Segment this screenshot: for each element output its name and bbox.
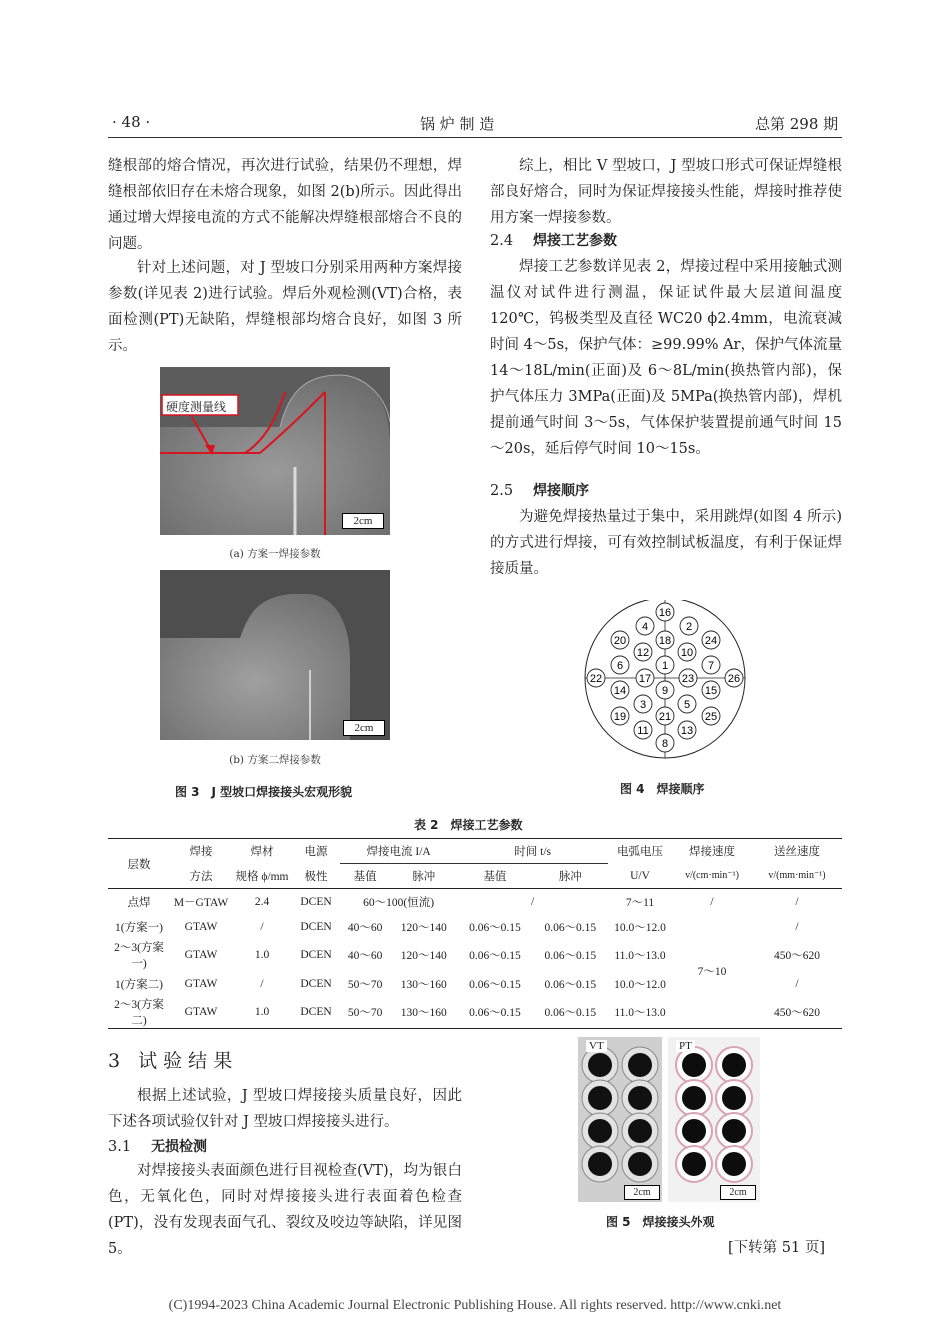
pt-scale-bar: 2cm bbox=[720, 1185, 756, 1200]
page-number: · 48 · bbox=[112, 113, 151, 131]
section-3-1-number: 3.1 bbox=[108, 1139, 132, 1155]
cell-speed: / bbox=[710, 895, 714, 908]
weld-sequence-mark bbox=[678, 695, 696, 713]
header-time-pulse: 脉冲 bbox=[558, 871, 582, 883]
cell-layer: 2～3(方案一) bbox=[114, 942, 164, 970]
header-method-2: 方法 bbox=[189, 870, 213, 883]
weld-sequence-mark bbox=[679, 669, 697, 687]
weld-sequence-number: 5 bbox=[683, 699, 691, 711]
weld-sequence-number: 19 bbox=[613, 711, 627, 723]
section-3-1-title: 无损检测 bbox=[151, 1139, 208, 1155]
cell-feed: 450～620 bbox=[774, 1007, 820, 1019]
section-2-5-number: 2.5 bbox=[490, 483, 514, 499]
macro-photo-b-drawing bbox=[160, 570, 390, 740]
right-paragraph-2: 焊接工艺参数详见表 2，焊接过程中采用接触式测温仪对试件进行测温，保证试件最大层道间温度 120℃，钨极类型及直径 WC20 ϕ2.4mm，电流衰减时间 4～5s，保护气体：≥99.99% Ar，保护气体流量 14～18L/min(正面)及 6～8L/min(换热管内部)，保护气体压力 3MPa(正面)及 5MPa(换热管内部)，焊机提前通气时间 3～5s，气体保护装置提前通气时间 15～20s，延后停气时间 10～15s。 bbox=[490, 259, 842, 457]
weld-sequence-mark bbox=[656, 681, 674, 699]
scale-bar-b: 2cm bbox=[343, 720, 385, 736]
cell-method: GTAW bbox=[184, 949, 218, 961]
cell-layer: 点焊 bbox=[127, 896, 151, 909]
weld-sequence-mark bbox=[656, 603, 674, 621]
cell-method: GTAW bbox=[184, 1006, 218, 1018]
weld-sequence-number: 17 bbox=[638, 673, 652, 685]
weld-sequence-mark bbox=[634, 695, 652, 713]
cell-method: GTAW bbox=[184, 977, 218, 990]
section-2-4-heading bbox=[490, 230, 617, 252]
header-polarity-2: 极性 bbox=[304, 870, 328, 883]
tube-bore bbox=[628, 1152, 652, 1176]
weld-sequence-mark bbox=[702, 631, 720, 649]
tube-bore bbox=[588, 1086, 612, 1110]
tube-bore bbox=[722, 1119, 746, 1143]
weld-sequence-mark bbox=[656, 656, 674, 674]
weld-sequence-number: 18 bbox=[658, 635, 672, 647]
sec3-paragraph-2: 对焊接接头表面颜色进行目视检查(VT)，均为银白色，无氧化色，同时对焊接接头进行表面着色检查(PT)，没有发现表面气孔、裂纹及咬边等缺陷，详见图 5。 bbox=[108, 1163, 462, 1257]
header-filler-1: 焊材 bbox=[250, 846, 274, 859]
weld-sequence-number: 9 bbox=[661, 685, 669, 697]
cell-time-base: 0.06～0.15 bbox=[469, 1007, 521, 1019]
weld-sequence-number: 21 bbox=[658, 711, 672, 723]
header-time: 时间 t/s bbox=[457, 839, 608, 864]
tube-bore bbox=[588, 1119, 612, 1143]
header-voltage-2: U/V bbox=[630, 869, 650, 882]
weld-sequence-number: 7 bbox=[707, 660, 715, 672]
cell-method: M－GTAW bbox=[173, 896, 229, 909]
cell-feed: / bbox=[795, 895, 799, 908]
weld-sequence-mark bbox=[611, 656, 629, 674]
weld-sequence-mark bbox=[702, 656, 720, 674]
fig3a-caption: (a) 方案一焊接参数 bbox=[229, 548, 321, 560]
section-3-heading bbox=[108, 1046, 232, 1073]
weld-sequence-mark bbox=[587, 669, 605, 687]
continued-note: [下转第 51 页] bbox=[728, 1240, 825, 1256]
section-2-4-number: 2.4 bbox=[490, 233, 514, 249]
cell-voltage: 11.0～13.0 bbox=[614, 950, 666, 962]
cell-current-base: 50～70 bbox=[347, 1007, 383, 1019]
tube-bore bbox=[628, 1119, 652, 1143]
fig5-caption: 图 5 焊接接头外观 bbox=[606, 1215, 715, 1229]
weld-sequence-mark bbox=[636, 617, 654, 635]
weld-sequence-number: 13 bbox=[680, 725, 694, 737]
copyright-footer: (C)1994-2023 China Academic Journal Electronic Publishing House. All rights reserved. http://www.cnki.net bbox=[168, 1298, 782, 1313]
cell-polarity: DCEN bbox=[300, 920, 332, 933]
cell-feed: / bbox=[795, 920, 799, 933]
left-paragraph-2: 针对上述问题，对 J 型坡口分别采用两种方案焊接参数(详见表 2)进行试验。焊后外观检测(VT)合格，表面检测(PT)无缺陷，焊缝根部均熔合良好，如图 3 所示。 bbox=[108, 260, 462, 354]
cell-feed: / bbox=[795, 977, 799, 990]
cell-time-pulse: 0.06～0.15 bbox=[544, 1007, 597, 1019]
weld-sequence-mark bbox=[678, 643, 696, 661]
weld-sequence-mark bbox=[656, 734, 674, 752]
weld-sequence-mark bbox=[656, 707, 674, 725]
cell-time-pulse: 0.06～0.15 bbox=[544, 921, 597, 934]
weld-sequence-mark bbox=[702, 707, 720, 725]
cell-current-base: 50～70 bbox=[347, 978, 383, 991]
tube-bore bbox=[722, 1086, 746, 1110]
pt-photo bbox=[668, 1037, 760, 1202]
tube-bore bbox=[588, 1152, 612, 1176]
weld-sequence-number: 24 bbox=[704, 635, 718, 647]
cell-polarity: DCEN bbox=[300, 949, 332, 961]
fig3b-caption: (b) 方案二焊接参数 bbox=[229, 754, 321, 766]
tube-bore bbox=[588, 1053, 612, 1077]
weld-sequence-number: 15 bbox=[704, 685, 718, 697]
cell-current-pulse: 130～160 bbox=[400, 1007, 447, 1019]
weld-sequence-number: 8 bbox=[661, 738, 669, 750]
journal-name: 锅 炉 制 造 bbox=[420, 115, 495, 133]
weld-sequence-mark bbox=[680, 617, 698, 635]
weld-sequence-mark bbox=[678, 721, 696, 739]
weld-sequence-mark bbox=[725, 669, 743, 687]
cell-filler: / bbox=[260, 920, 264, 933]
weld-sequence-diagram bbox=[580, 600, 750, 770]
cell-current-pulse: 120～140 bbox=[400, 921, 447, 934]
weld-sequence-mark bbox=[611, 707, 629, 725]
weld-sequence-number: 2 bbox=[685, 621, 693, 633]
cell-current: 60～100(恒流) bbox=[363, 896, 435, 909]
left-paragraph-1: 缝根部的熔合情况，再次进行试验，结果仍不理想，焊缝根部依旧存在未熔合现象，如图 2(b)所示。因此得出通过增大焊接电流的方式不能解决焊缝根部熔合不良的问题。 bbox=[108, 158, 462, 252]
weld-sequence-number: 1 bbox=[661, 660, 669, 672]
header-feed-2: v/(mm·min⁻¹) bbox=[768, 870, 826, 882]
weld-sequence-number: 14 bbox=[613, 685, 627, 697]
header-method-1: 焊接 bbox=[189, 846, 213, 859]
weld-sequence-number: 4 bbox=[641, 621, 649, 633]
header-current-base: 基值 bbox=[353, 871, 377, 883]
weld-sequence-mark bbox=[611, 631, 629, 649]
macro-photo-b bbox=[160, 570, 390, 740]
vt-scale-bar: 2cm bbox=[624, 1185, 660, 1200]
cell-current-base: 40～60 bbox=[347, 950, 383, 962]
section-2-5-heading bbox=[490, 480, 589, 502]
scale-bar-a: 2cm bbox=[342, 513, 384, 529]
weld-sequence-mark bbox=[702, 681, 720, 699]
section-3-number: 3 bbox=[108, 1050, 121, 1072]
header-current: 焊接电流 I/A bbox=[340, 839, 457, 864]
table-row bbox=[108, 914, 842, 939]
header-speed-1: 焊接速度 bbox=[689, 846, 735, 859]
cell-layer: 2～3(方案二) bbox=[114, 999, 164, 1027]
vt-photo bbox=[578, 1037, 662, 1202]
header-time-base: 基值 bbox=[483, 871, 507, 883]
tube-bore bbox=[628, 1053, 652, 1077]
fig4-caption: 图 4 焊接顺序 bbox=[620, 782, 705, 796]
cell-filler: 1.0 bbox=[254, 949, 270, 961]
pt-photo-drawing bbox=[668, 1037, 760, 1202]
weld-sequence-number: 11 bbox=[637, 725, 649, 737]
weld-sequence-number: 10 bbox=[680, 647, 694, 659]
macro-photo-a bbox=[160, 367, 390, 535]
cell-speed-merged: 7～10 bbox=[697, 966, 727, 978]
tube-bore bbox=[628, 1086, 652, 1110]
header-current-pulse: 脉冲 bbox=[412, 871, 436, 883]
section-3-title: 试 验 结 果 bbox=[138, 1050, 233, 1072]
tube-bore bbox=[682, 1086, 706, 1110]
cell-voltage: 10.0～12.0 bbox=[614, 978, 666, 991]
cell-method: GTAW bbox=[184, 920, 218, 933]
cell-polarity: DCEN bbox=[300, 895, 332, 908]
right-paragraph-3: 为避免焊接热量过于集中，采用跳焊(如图 4 所示)的方式进行焊接，可有效控制试板温度，有利于保证焊接质量。 bbox=[490, 509, 842, 577]
weld-sequence-mark bbox=[636, 669, 654, 687]
cell-feed: 450～620 bbox=[774, 950, 820, 962]
weld-sequence-mark bbox=[656, 631, 674, 649]
weld-sequence-number: 23 bbox=[681, 673, 695, 685]
weld-sequence-number: 25 bbox=[704, 711, 718, 723]
header-filler-2: 规格 ϕ/mm bbox=[235, 870, 289, 883]
section-3-1-heading bbox=[108, 1136, 207, 1158]
header-layer: 层数 bbox=[127, 858, 151, 871]
cell-polarity: DCEN bbox=[300, 1006, 332, 1018]
cell-time-base: 0.06～0.15 bbox=[469, 978, 521, 991]
weld-sequence-number: 12 bbox=[636, 647, 650, 659]
header-polarity-1: 电源 bbox=[304, 846, 328, 859]
tube-bore bbox=[722, 1053, 746, 1077]
weld-sequence-number: 16 bbox=[658, 607, 672, 619]
tube-bore bbox=[682, 1152, 706, 1176]
cell-voltage: 7～11 bbox=[625, 896, 655, 909]
vt-label: VT bbox=[586, 1040, 607, 1052]
header-voltage-1: 电弧电压 bbox=[617, 846, 663, 859]
cell-filler: 2.4 bbox=[254, 895, 270, 908]
weld-sequence-number: 6 bbox=[616, 660, 624, 672]
macro-photo-a-drawing bbox=[160, 367, 390, 535]
hardness-line-label: 硬度测量线 bbox=[166, 400, 227, 414]
header-feed-1: 送丝速度 bbox=[774, 846, 820, 859]
right-paragraph-1: 综上，相比 V 型坡口，J 型坡口形式可保证焊缝根部良好熔合，同时为保证焊接接头性能，焊接时推荐使用方案一焊接参数。 bbox=[490, 158, 842, 226]
cell-layer: 1(方案一) bbox=[115, 921, 163, 934]
cell-voltage: 11.0～13.0 bbox=[614, 1007, 666, 1019]
tube-bore bbox=[722, 1152, 746, 1176]
vt-photo-drawing bbox=[578, 1037, 662, 1202]
cell-filler: / bbox=[260, 977, 264, 990]
sec3-paragraph-1: 根据上述试验，J 型坡口焊接接头质量良好，因此下述各项试验仅针对 J 型坡口焊接接头进行。 bbox=[108, 1088, 462, 1130]
cell-layer: 1(方案二) bbox=[115, 978, 163, 991]
weld-sequence-mark bbox=[611, 681, 629, 699]
welding-parameters-table bbox=[108, 838, 842, 1029]
weld-sequence-number: 20 bbox=[613, 635, 627, 647]
weld-sequence-mark bbox=[634, 721, 652, 739]
cell-polarity: DCEN bbox=[300, 977, 332, 990]
cell-filler: 1.0 bbox=[254, 1006, 270, 1018]
cell-voltage: 10.0～12.0 bbox=[614, 921, 666, 934]
table-row bbox=[108, 889, 842, 915]
section-2-4-title: 焊接工艺参数 bbox=[533, 233, 618, 249]
fig3-caption: 图 3 J 型坡口焊接接头宏观形貌 bbox=[175, 785, 353, 799]
cell-current-pulse: 130～160 bbox=[400, 978, 447, 991]
pt-label: PT bbox=[676, 1040, 695, 1052]
weld-sequence-mark bbox=[634, 643, 652, 661]
weld-sequence-number: 26 bbox=[727, 673, 741, 685]
tube-bore bbox=[682, 1053, 706, 1077]
cell-time-pulse: 0.06～0.15 bbox=[544, 978, 597, 991]
table2-title: 表 2 焊接工艺参数 bbox=[414, 818, 523, 832]
cell-time: / bbox=[531, 895, 535, 908]
weld-sequence-number: 22 bbox=[589, 673, 603, 685]
cell-time-base: 0.06～0.15 bbox=[469, 950, 521, 962]
cell-current-pulse: 120～140 bbox=[400, 950, 447, 962]
cell-current-base: 40～60 bbox=[347, 921, 383, 934]
weld-sequence-number: 3 bbox=[639, 699, 647, 711]
cell-time-pulse: 0.06～0.15 bbox=[544, 950, 597, 962]
tube-bore bbox=[682, 1119, 706, 1143]
section-2-5-title: 焊接顺序 bbox=[533, 483, 590, 499]
header-rule bbox=[108, 137, 842, 138]
cell-time-base: 0.06～0.15 bbox=[469, 921, 521, 934]
issue-number: 总第 298 期 bbox=[755, 115, 839, 133]
header-speed-2: v/(cm·min⁻¹) bbox=[685, 870, 739, 882]
weld-sequence-svg bbox=[580, 600, 750, 770]
